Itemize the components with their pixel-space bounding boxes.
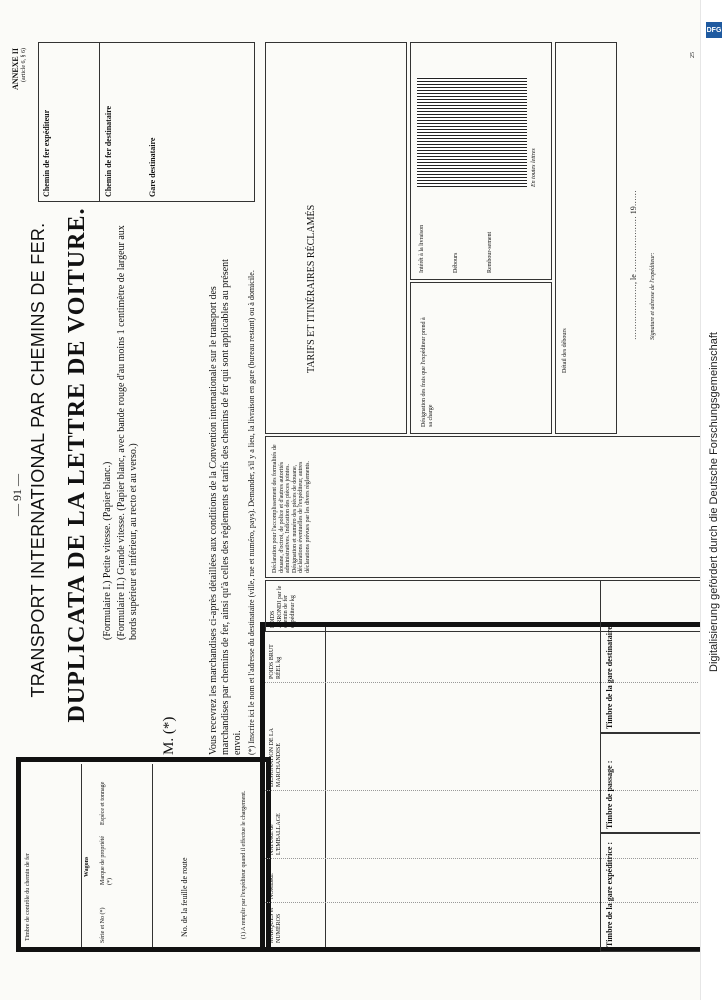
credit-text: Digitalisierung gefördert durch die Deutsche Forschungsgemeinschaft (708, 332, 720, 672)
destination-stamp-box (600, 580, 702, 734)
frais-box (410, 282, 552, 434)
form-variant-1: (Formulaire I.) Petite vitesse. (Papier blanc.) (102, 461, 113, 640)
wagons-col-serie: Série et No (*) (100, 907, 106, 943)
intro-block (160, 235, 257, 755)
goods-header (265, 627, 326, 947)
wagons-title: Wagons (84, 856, 90, 877)
form-title: TRANSPORT INTERNATIONAL PAR CHEMINS DE FER. (28, 222, 48, 698)
detail-box (555, 42, 617, 434)
annex-block (12, 48, 27, 90)
form-variant-2: (Formulaire II.) Grande vitesse. (Papier blanc, avec bande rouge d'au moins 1 centimètre de largeur aux bords supérieur et inférieur, au recto et au verso.) (116, 225, 139, 640)
hatched-area (417, 77, 527, 187)
col-poids-reel: POIDS BRUT RÉEL kg (269, 644, 282, 679)
annex-title: ANNEXE II (11, 48, 20, 91)
charges-box (410, 42, 552, 280)
annex-article: (article 6, § 6) (20, 48, 27, 82)
dfg-logo: DFG (706, 22, 722, 38)
page-corner-number: 25 (690, 52, 696, 58)
debours-label: Débours (453, 252, 459, 273)
intro-footnote: (*) Inscrire ici le nom et l'adresse du destinataire (ville, rue et numéro, pays). Demander, s'il y a lieu, la livraison en gare (bureau restant) ou à domicile. (247, 270, 256, 755)
col-nature: NATURE de L'EMBALLAGE (269, 813, 282, 855)
form-subtitle: DUPLICATA DE LA LETTRE DE VOITURE. (64, 207, 90, 723)
passage-stamp-label: Timbre de passage : (605, 760, 614, 829)
rotated-form (10, 40, 710, 960)
detail-label: Détail des débours (562, 328, 568, 373)
page-number: — 91 — (10, 474, 24, 516)
expedition-stamp-label: Timbre de la gare expéditrice : (605, 841, 614, 947)
tarifs-label: TARIFS ET ITINÉRAIRES RÉCLAMÉS (306, 204, 317, 373)
declaration-column (265, 436, 705, 578)
railway-receiver-label: Chemin de fer destinataire (104, 105, 113, 197)
control-stamp-box (16, 757, 271, 952)
frais-label: Désignation des frais que l'expéditeur prend à sa charge (421, 317, 434, 427)
side-railway-box (38, 42, 255, 202)
signature-label: Signature et adresse de l'expéditeur: (650, 252, 656, 340)
date-line: …………………, le ………………… 19…… (629, 190, 638, 340)
destination-station-label: Gare destinataire (148, 137, 157, 197)
remboursement-label: Rembour-sement (487, 231, 493, 273)
expedition-stamp-box (600, 832, 702, 952)
passage-stamp-box (600, 732, 702, 834)
col-poids-arrondi: POIDS ARRONDI par le chemin de fer expéditeur kg (270, 585, 296, 628)
feuille-de-route-label: No. de la feuille de route (180, 857, 189, 937)
recipient-label: M. (*) (161, 716, 177, 755)
col-nombre: NOMBRE (269, 873, 275, 899)
tarifs-block (265, 42, 407, 434)
credit-strip (704, 12, 724, 992)
wagons-table (81, 764, 153, 947)
destination-stamp-label: Timbre de la gare destinataire : (605, 621, 614, 729)
railway-sender-label: Chemin de fer expéditeur (42, 109, 51, 197)
wagons-footnote: (1) A remplir par l'expéditeur quand il effectue le chargement. (241, 790, 247, 939)
en-toutes-lettres: En toutes lettres (531, 148, 537, 187)
control-stamp-label: Timbre de contrôle du chemin de fer (25, 853, 31, 941)
interet-label: Intérêt à la livraison (419, 224, 425, 273)
wagons-col-marque: Marque de propriété (*) (100, 836, 113, 885)
wagons-col-espece: Espèce et tonnage (100, 781, 106, 825)
declaration-text: Déclaration pour l'accomplissement des formalités de douane, d'octroi, de police et d'autres autorités administratives. Indication des pièces jointes. Désignation et numéro des pièces de douane, déclarations éventuelles de l'expéditeur, autres déclarations prévues par les divers règlements. (272, 444, 311, 573)
side-divider (99, 43, 100, 201)
col-designation: DÉSIGNATION DE LA MARCHANDISE (269, 728, 282, 787)
col-marques: MARQUES et NUMÉROS (269, 907, 282, 943)
intro-text: Vous recevrez les marchandises ci-après détaillées aux conditions de la Convention internationale sur le transport des marchandises par chemins de fer, ainsi qu'à celles des règlements et tarifs des chemins de fer qui sont applicables au présent envoi. (208, 259, 243, 755)
